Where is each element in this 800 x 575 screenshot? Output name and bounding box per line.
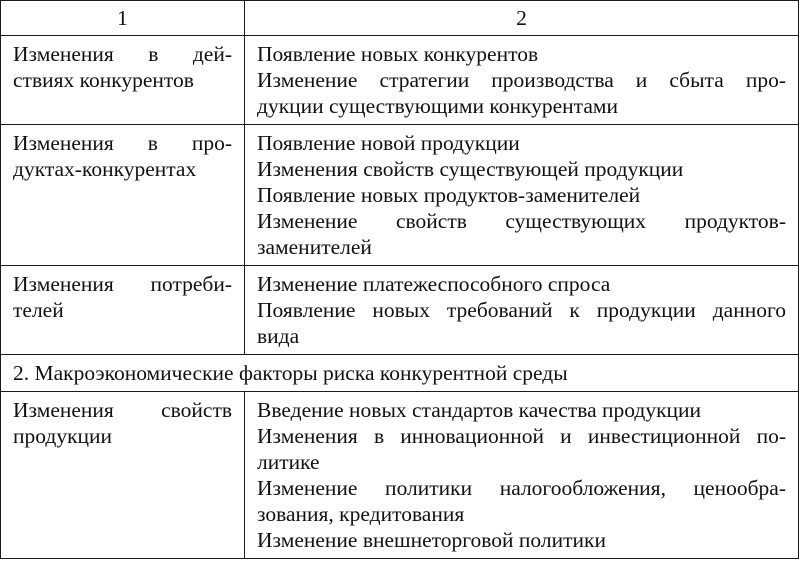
table-header-row <box>1 1 799 36</box>
description-line: Изменение политики налогообложения, ценообра- <box>257 476 786 500</box>
description-line: зования, кредитования <box>257 502 465 526</box>
section-row <box>1 355 799 392</box>
table-row <box>1 125 799 266</box>
description-line: Изменение платежеспособного спроса <box>257 272 611 296</box>
description-line: заменителей <box>257 235 372 259</box>
description-line: Появление новых требований к продукции данного <box>257 298 786 322</box>
factor-cell <box>1 266 245 355</box>
table-row <box>1 392 799 559</box>
description-line: Появление новых конкурентов <box>257 42 539 66</box>
description-line: Изменения свойств существующей продукции <box>257 157 684 181</box>
description-cell <box>245 392 799 559</box>
column-number-1: 1 <box>1 1 245 36</box>
factor-cell <box>1 392 245 559</box>
description-line: Изменение стратегии производства и сбыта про- <box>257 68 786 92</box>
description-line: Изменение свойств существующих продуктов- <box>257 209 786 233</box>
description-line: Введение новых стандартов качества продукции <box>257 398 702 422</box>
factor-line: Изменения в дей- <box>13 42 232 66</box>
factor-cell <box>1 125 245 266</box>
description-cell <box>245 125 799 266</box>
factor-line: ствиях конкурентов <box>13 68 194 92</box>
description-line: вида <box>257 324 300 348</box>
description-line: литике <box>257 450 320 474</box>
factor-line: телей <box>13 298 64 322</box>
description-cell <box>245 36 799 125</box>
table-row <box>1 36 799 125</box>
description-line: дукции существующими конкурентами <box>257 94 618 118</box>
factor-line: дуктах-конкурентах <box>13 157 197 181</box>
description-cell <box>245 266 799 355</box>
factor-line: Изменения потреби- <box>13 272 232 296</box>
column-number-2: 2 <box>245 1 799 36</box>
table-row <box>1 266 799 355</box>
description-line: Изменения в инновационной и инвестиционной по- <box>257 424 786 448</box>
description-line: Изменение внешнеторговой политики <box>257 528 606 552</box>
factor-line: продукции <box>13 424 113 448</box>
section-title: 2. Макроэкономические факторы риска конкурентной среды <box>1 355 799 392</box>
description-line: Появление новой продукции <box>257 131 520 155</box>
description-line: Появление новых продуктов-заменителей <box>257 183 641 207</box>
factor-line: Изменения в про- <box>13 131 232 155</box>
factor-line: Изменения свойств <box>13 398 232 422</box>
factor-cell <box>1 36 245 125</box>
